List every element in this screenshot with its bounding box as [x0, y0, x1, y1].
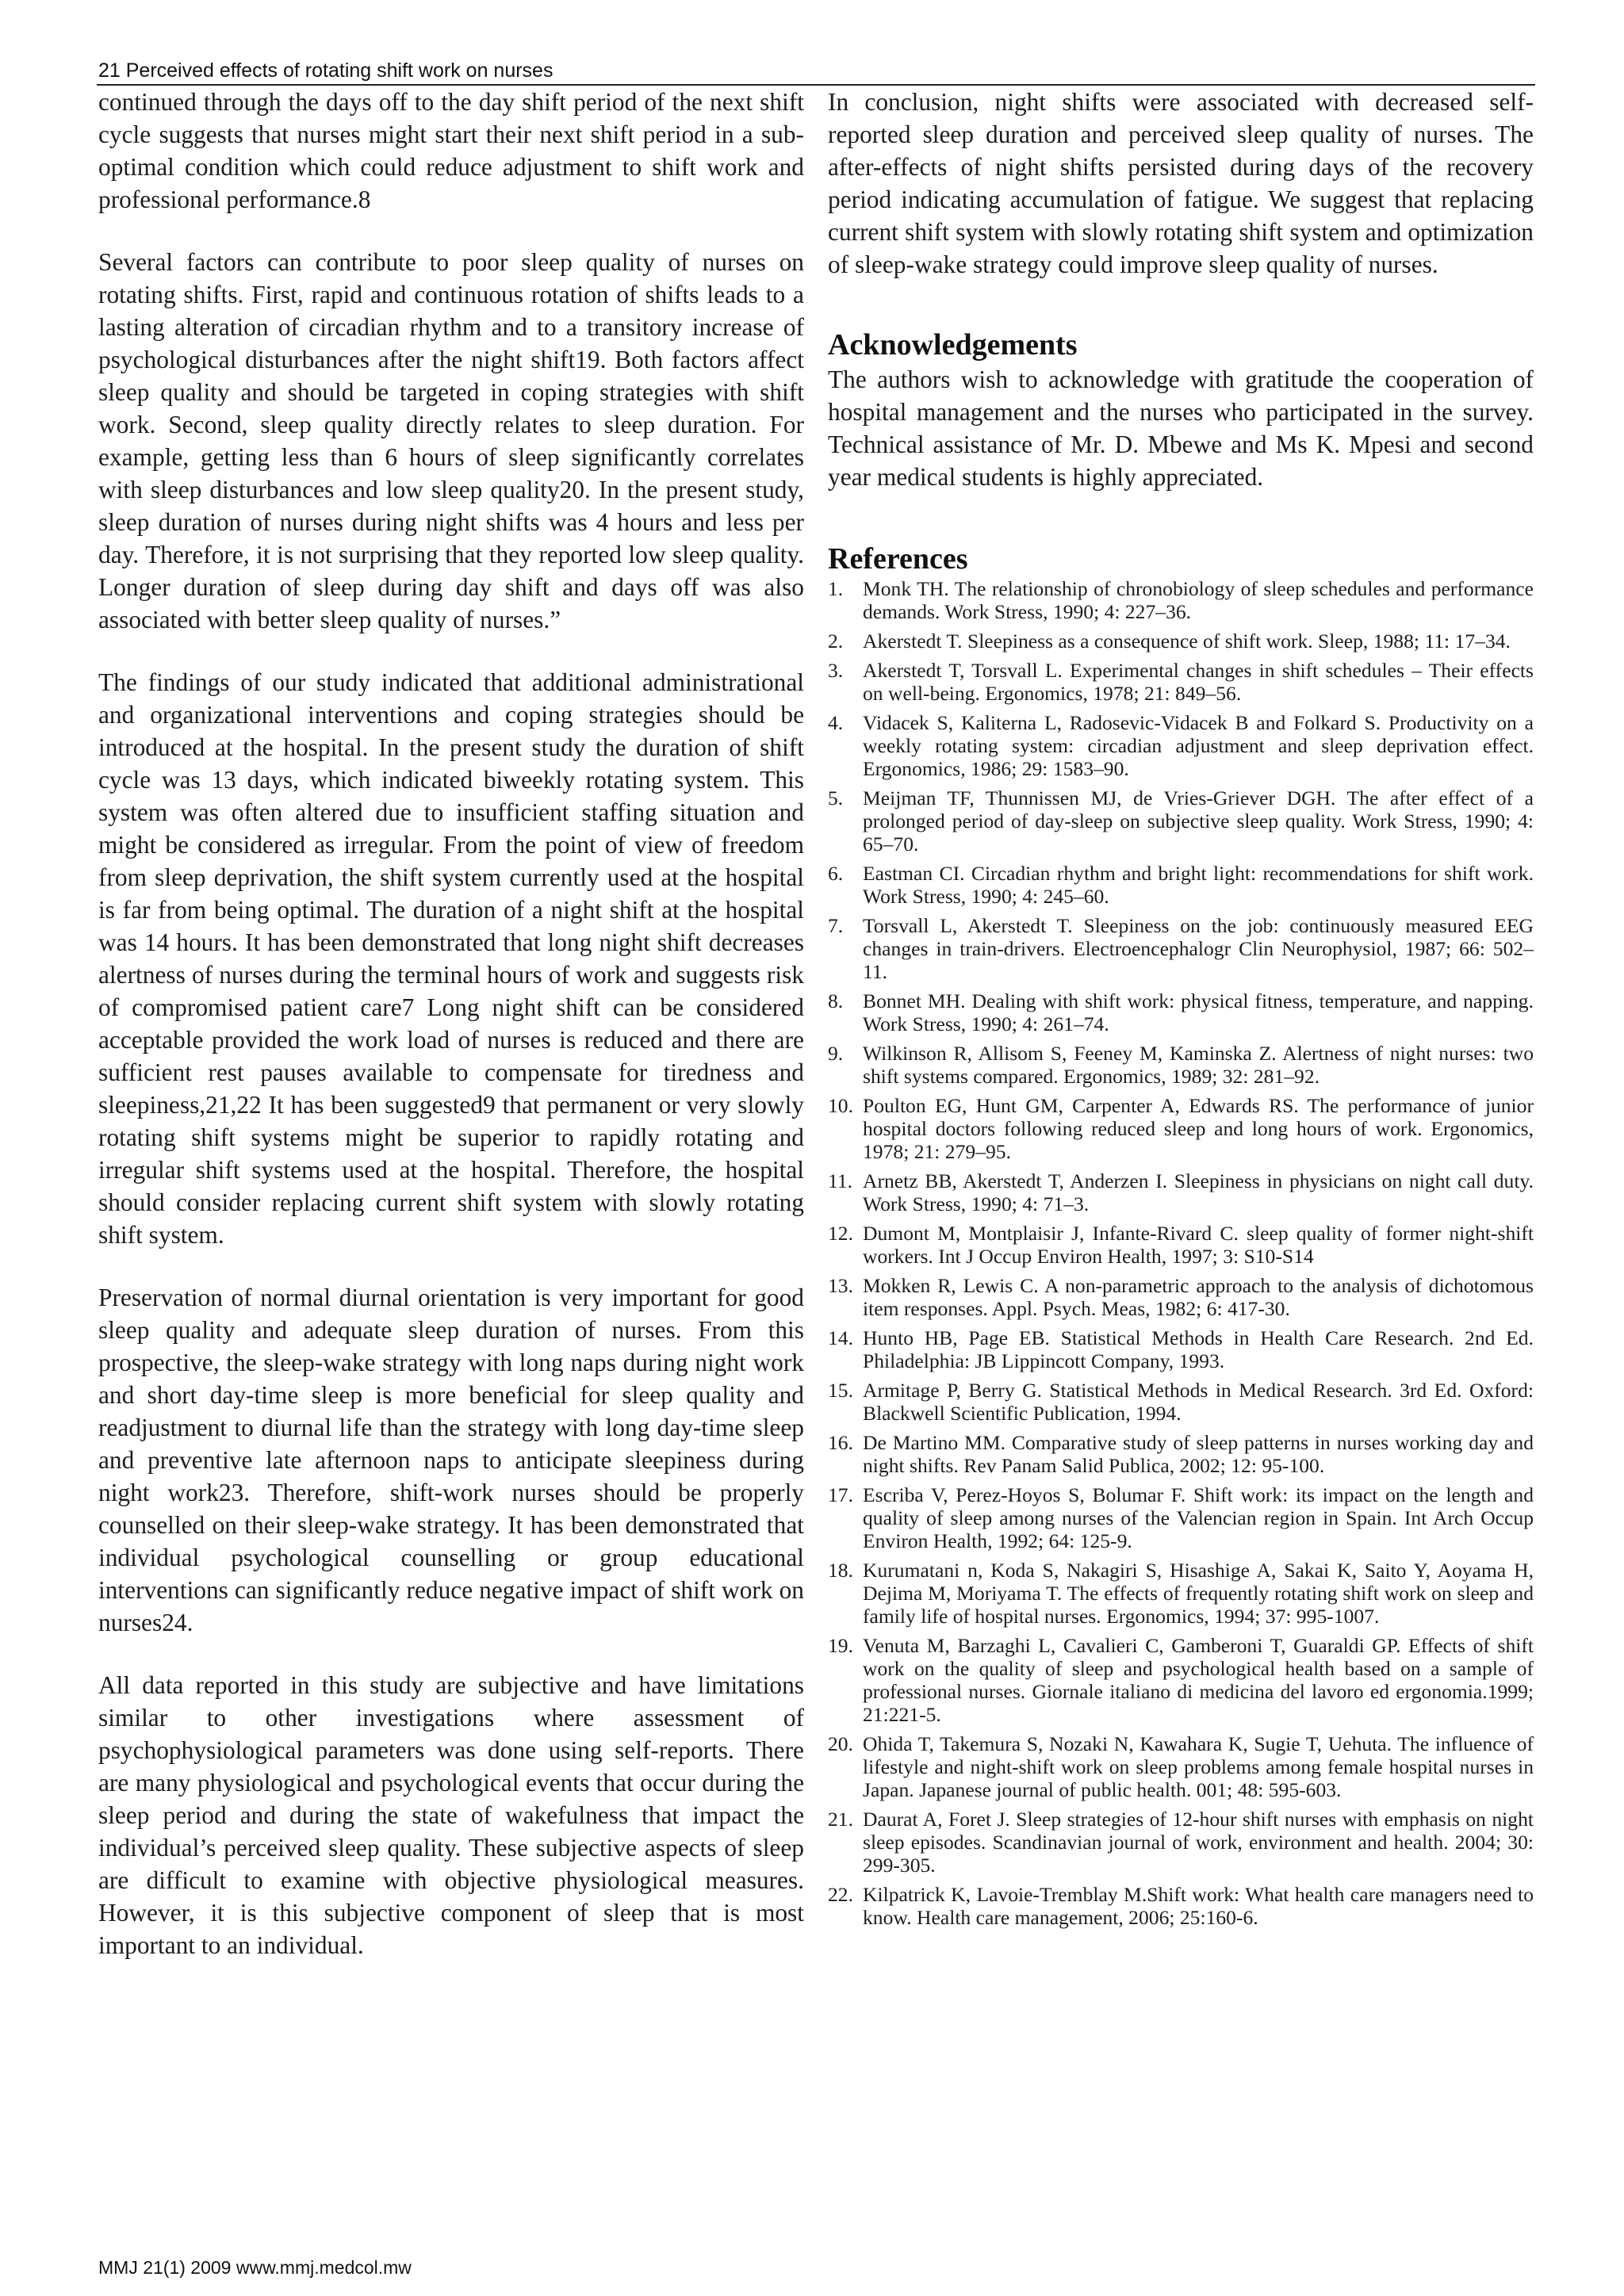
reference-text: De Martino MM. Comparative study of sleep patterns in nurses working day and night shifts. Rev Panam Salid Publica, 2002; 12: 95-100. — [863, 1431, 1534, 1477]
reference-text: Torsvall L, Akerstedt T. Sleepiness on the job: continuously measured EEG changes in train-drivers. Electroencephalogr Clin Neurophysiol, 1987; 66: 502–11. — [863, 914, 1534, 983]
reference-number: 18. — [828, 1559, 853, 1582]
reference-text: Akerstedt T. Sleepiness as a consequence of shift work. Sleep, 1988; 11: 17–34. — [863, 629, 1511, 652]
reference-item — [828, 1431, 1534, 1477]
reference-item — [828, 1808, 1534, 1877]
reference-number: 8. — [828, 989, 844, 1012]
reference-number: 6. — [828, 862, 844, 885]
reference-item — [828, 1042, 1534, 1088]
reference-text: Vidacek S, Kaliterna L, Radosevic-Vidacek B and Folkard S. Productivity on a weekly rotating system: circadian adjustment and sleep deprivation effect. Ergonomics, 1986; 29: 1583–90. — [863, 711, 1534, 780]
reference-text: Akerstedt T, Torsvall L. Experimental changes in shift schedules – Their effects on well-being. Ergonomics, 1978; 21: 849–56. — [863, 659, 1534, 705]
reference-text: Kurumatani n, Koda S, Nakagiri S, Hisashige A, Sakai K, Saito Y, Aoyama H, Dejima M, Moriyama T. The effects of frequently rotating shift work on sleep and family life of hospital nurses. Ergonomics, 1994; 37: 995-1007. — [863, 1559, 1534, 1628]
reference-text: Dumont M, Montplaisir J, Infante-Rivard C. sleep quality of former night-shift workers. Int J Occup Environ Health, 1997; 3: S10-S14 — [863, 1222, 1534, 1268]
body-paragraph: continued through the days off to the day shift period of the next shift cycle suggests that nurses might start their next shift period in a sub-optimal condition which could reduce adjustment to shift work and professional performance.8 — [98, 88, 804, 213]
reference-number: 22. — [828, 1883, 853, 1906]
reference-number: 21. — [828, 1808, 853, 1831]
reference-item — [828, 989, 1534, 1035]
reference-item — [828, 1222, 1534, 1268]
reference-number: 10. — [828, 1094, 853, 1117]
reference-item — [828, 577, 1534, 623]
reference-text: Kilpatrick K, Lavoie-Tremblay M.Shift work: What health care managers need to know. Health care management, 2006; 25:160-6. — [863, 1883, 1534, 1929]
reference-number: 3. — [828, 659, 844, 682]
reference-item — [828, 659, 1534, 705]
body-paragraph: Several factors can contribute to poor sleep quality of nurses on rotating shifts. First, rapid and continuous rotation of shifts leads to a lasting alteration of circadian rhythm and to a transitory increase of psychological disturbances after the night shift19. Both factors affect sleep quality and should be targeted in coping strategies with shift work. Second, sleep quality directly relates to sleep duration. For example, getting less than 6 hours of sleep significantly correlates with sleep disturbances and low sleep quality20. In the present study, sleep duration of nurses during night shifts was 4 hours and less per day. Therefore, it is not surprising that they reported low sleep quality. Longer duration of sleep during day shift and days off was also associated with better sleep quality of nurses.” — [98, 248, 804, 633]
reference-number: 11. — [828, 1169, 853, 1192]
reference-item — [828, 862, 1534, 908]
reference-item — [828, 1559, 1534, 1628]
reference-number: 19. — [828, 1634, 853, 1657]
reference-number: 4. — [828, 711, 844, 734]
reference-text: Escriba V, Perez-Hoyos S, Bolumar F. Shift work: its impact on the length and quality of sleep among nurses of the Valencian region in Spain. Int Arch Occup Environ Health, 1992; 64: 125-9. — [863, 1483, 1534, 1552]
reference-text: Hunto HB, Page EB. Statistical Methods in Health Care Research. 2nd Ed. Philadelphia: JB Lippincott Company, 1993. — [863, 1326, 1534, 1372]
acknowledgements-heading: Acknowledgements — [828, 328, 1078, 362]
reference-number: 20. — [828, 1732, 853, 1755]
reference-item — [828, 629, 1534, 652]
reference-item — [828, 914, 1534, 983]
reference-item — [828, 1094, 1534, 1163]
reference-text: Arnetz BB, Akerstedt T, Anderzen I. Sleepiness in physicians on night call duty. Work Stress, 1990; 4: 71–3. — [863, 1169, 1534, 1215]
reference-text: Wilkinson R, Allisom S, Feeney M, Kaminska Z. Alertness of night nurses: two shift systems compared. Ergonomics, 1989; 32: 281–92. — [863, 1042, 1534, 1088]
page-footer: MMJ 21(1) 2009 www.mmj.medcol.mw — [98, 2257, 412, 2278]
reference-number: 15. — [828, 1379, 853, 1402]
reference-item — [828, 1883, 1534, 1929]
reference-text: Monk TH. The relationship of chronobiology of sleep schedules and performance demands. Work Stress, 1990; 4: 227–36. — [863, 577, 1534, 623]
reference-text: Armitage P, Berry G. Statistical Methods in Medical Research. 3rd Ed. Oxford: Blackwell Scientific Publication, 1994. — [863, 1379, 1534, 1425]
reference-item — [828, 1169, 1534, 1215]
body-paragraph: All data reported in this study are subjective and have limitations similar to other investigations where assessment of psychophysiological parameters was done using self-reports. There are many physiological and psychological events that occur during the sleep period and during the state of wakefulness that impact the individual’s perceived sleep quality. These subjective aspects of sleep are difficult to examine with objective physiological measures. However, it is this subjective component of sleep that is most important to an individual. — [98, 1671, 804, 1959]
conclusion-paragraph: In conclusion, night shifts were associated with decreased self-reported sleep duration and perceived sleep quality of nurses. The after-effects of night shifts persisted during days of the recovery period indicating accumulation of fatigue. We suggest that replacing current shift system with slowly rotating shift system and optimization of sleep-wake strategy could improve sleep quality of nurses. — [828, 88, 1534, 278]
reference-item — [828, 1379, 1534, 1425]
body-paragraph: The findings of our study indicated that additional administrational and organizational interventions and coping strategies should be introduced at the hospital. In the present study the duration of shift cycle was 13 days, which indicated biweekly rotating system. This system was often altered due to insufficient staffing situation and might be considered as irregular. From the point of view of freedom from sleep deprivation, the shift system currently used at the hospital is far from being optimal. The duration of a night shift at the hospital was 14 hours. It has been demonstrated that long night shift decreases alertness of nurses during the terminal hours of work and suggests risk of compromised patient care7 Long night shift can be considered acceptable provided the work load of nurses is reduced and there are sufficient rest pauses available to compensate for tiredness and sleepiness,21,22 It has been suggested9 that permanent or very slowly rotating shift systems might be superior to rapidly rotating and irregular shift systems used at the hospital. Therefore, the hospital should consider replacing current shift system with slowly rotating shift system. — [98, 668, 804, 1249]
reference-text: Ohida T, Takemura S, Nozaki N, Kawahara K, Sugie T, Uehuta. The influence of lifestyle and night-shift work on sleep problems among female hospital nurses in Japan. Japanese journal of public health. 001; 48: 595-603. — [863, 1732, 1534, 1801]
reference-text: Poulton EG, Hunt GM, Carpenter A, Edwards RS. The performance of junior hospital doctors following reduced sleep and long hours of work. Ergonomics, 1978; 21: 279–95. — [863, 1094, 1534, 1163]
reference-text: Bonnet MH. Dealing with shift work: physical fitness, temperature, and napping. Work Stress, 1990; 4: 261–74. — [863, 989, 1534, 1035]
reference-text: Mokken R, Lewis C. A non-parametric approach to the analysis of dichotomous item responses. Appl. Psych. Meas, 1982; 6: 417-30. — [863, 1274, 1534, 1320]
running-head: 21 Perceived effects of rotating shift work on nurses — [98, 59, 553, 82]
left-column — [98, 86, 804, 1961]
reference-number: 17. — [828, 1483, 853, 1506]
reference-text: Eastman CI. Circadian rhythm and bright light: recommendations for shift work. Work Stress, 1990; 4: 245–60. — [863, 862, 1534, 908]
reference-item — [828, 1732, 1534, 1801]
reference-number: 9. — [828, 1042, 844, 1065]
reference-number: 16. — [828, 1431, 853, 1454]
body-paragraph: Preservation of normal diurnal orientation is very important for good sleep quality and adequate sleep duration of nurses. From this prospective, the sleep-wake strategy with long naps during night work and short day-time sleep is more beneficial for sleep quality and readjustment to diurnal life than the strategy with long day-time sleep and preventive late afternoon naps to anticipate sleepiness during night work23. Therefore, shift-work nurses should be properly counselled on their sleep-wake strategy. It has been demonstrated that individual psychological counselling or group educational interventions can significantly reduce negative impact of shift work on nurses24. — [98, 1284, 804, 1636]
reference-text: Daurat A, Foret J. Sleep strategies of 12-hour shift nurses with emphasis on night sleep episodes. Scandinavian journal of work, environment and health. 2004; 30: 299-305. — [863, 1808, 1534, 1877]
reference-number: 5. — [828, 786, 844, 809]
reference-item — [828, 1274, 1534, 1320]
reference-number: 1. — [828, 577, 844, 600]
reference-number: 13. — [828, 1274, 853, 1297]
reference-number: 12. — [828, 1222, 853, 1245]
references-heading: References — [828, 542, 968, 576]
reference-item — [828, 786, 1534, 855]
right-column — [828, 86, 1534, 1935]
reference-text: Venuta M, Barzaghi L, Cavalieri C, Gamberoni T, Guaraldi GP. Effects of shift work on the quality of sleep and psychological health based on a sample of professional nurses. Giornale italiano di medicina del lavoro ed ergonomia.1999; 21:221-5. — [863, 1634, 1534, 1726]
reference-item — [828, 1483, 1534, 1552]
reference-number: 2. — [828, 629, 844, 652]
references-list — [828, 577, 1534, 1929]
reference-item — [828, 1326, 1534, 1372]
reference-item — [828, 711, 1534, 780]
reference-item — [828, 1634, 1534, 1726]
reference-number: 14. — [828, 1326, 853, 1349]
acknowledgements-paragraph: The authors wish to acknowledge with gratitude the cooperation of hospital management and the nurses who participated in the survey. Technical assistance of Mr. D. Mbewe and Ms K. Mpesi and second year medical students is highly appreciated. — [828, 365, 1534, 491]
reference-number: 7. — [828, 914, 844, 937]
reference-text: Meijman TF, Thunnissen MJ, de Vries-Griever DGH. The after effect of a prolonged period of day-sleep on subjective sleep quality. Work Stress, 1990; 4: 65–70. — [863, 786, 1534, 855]
